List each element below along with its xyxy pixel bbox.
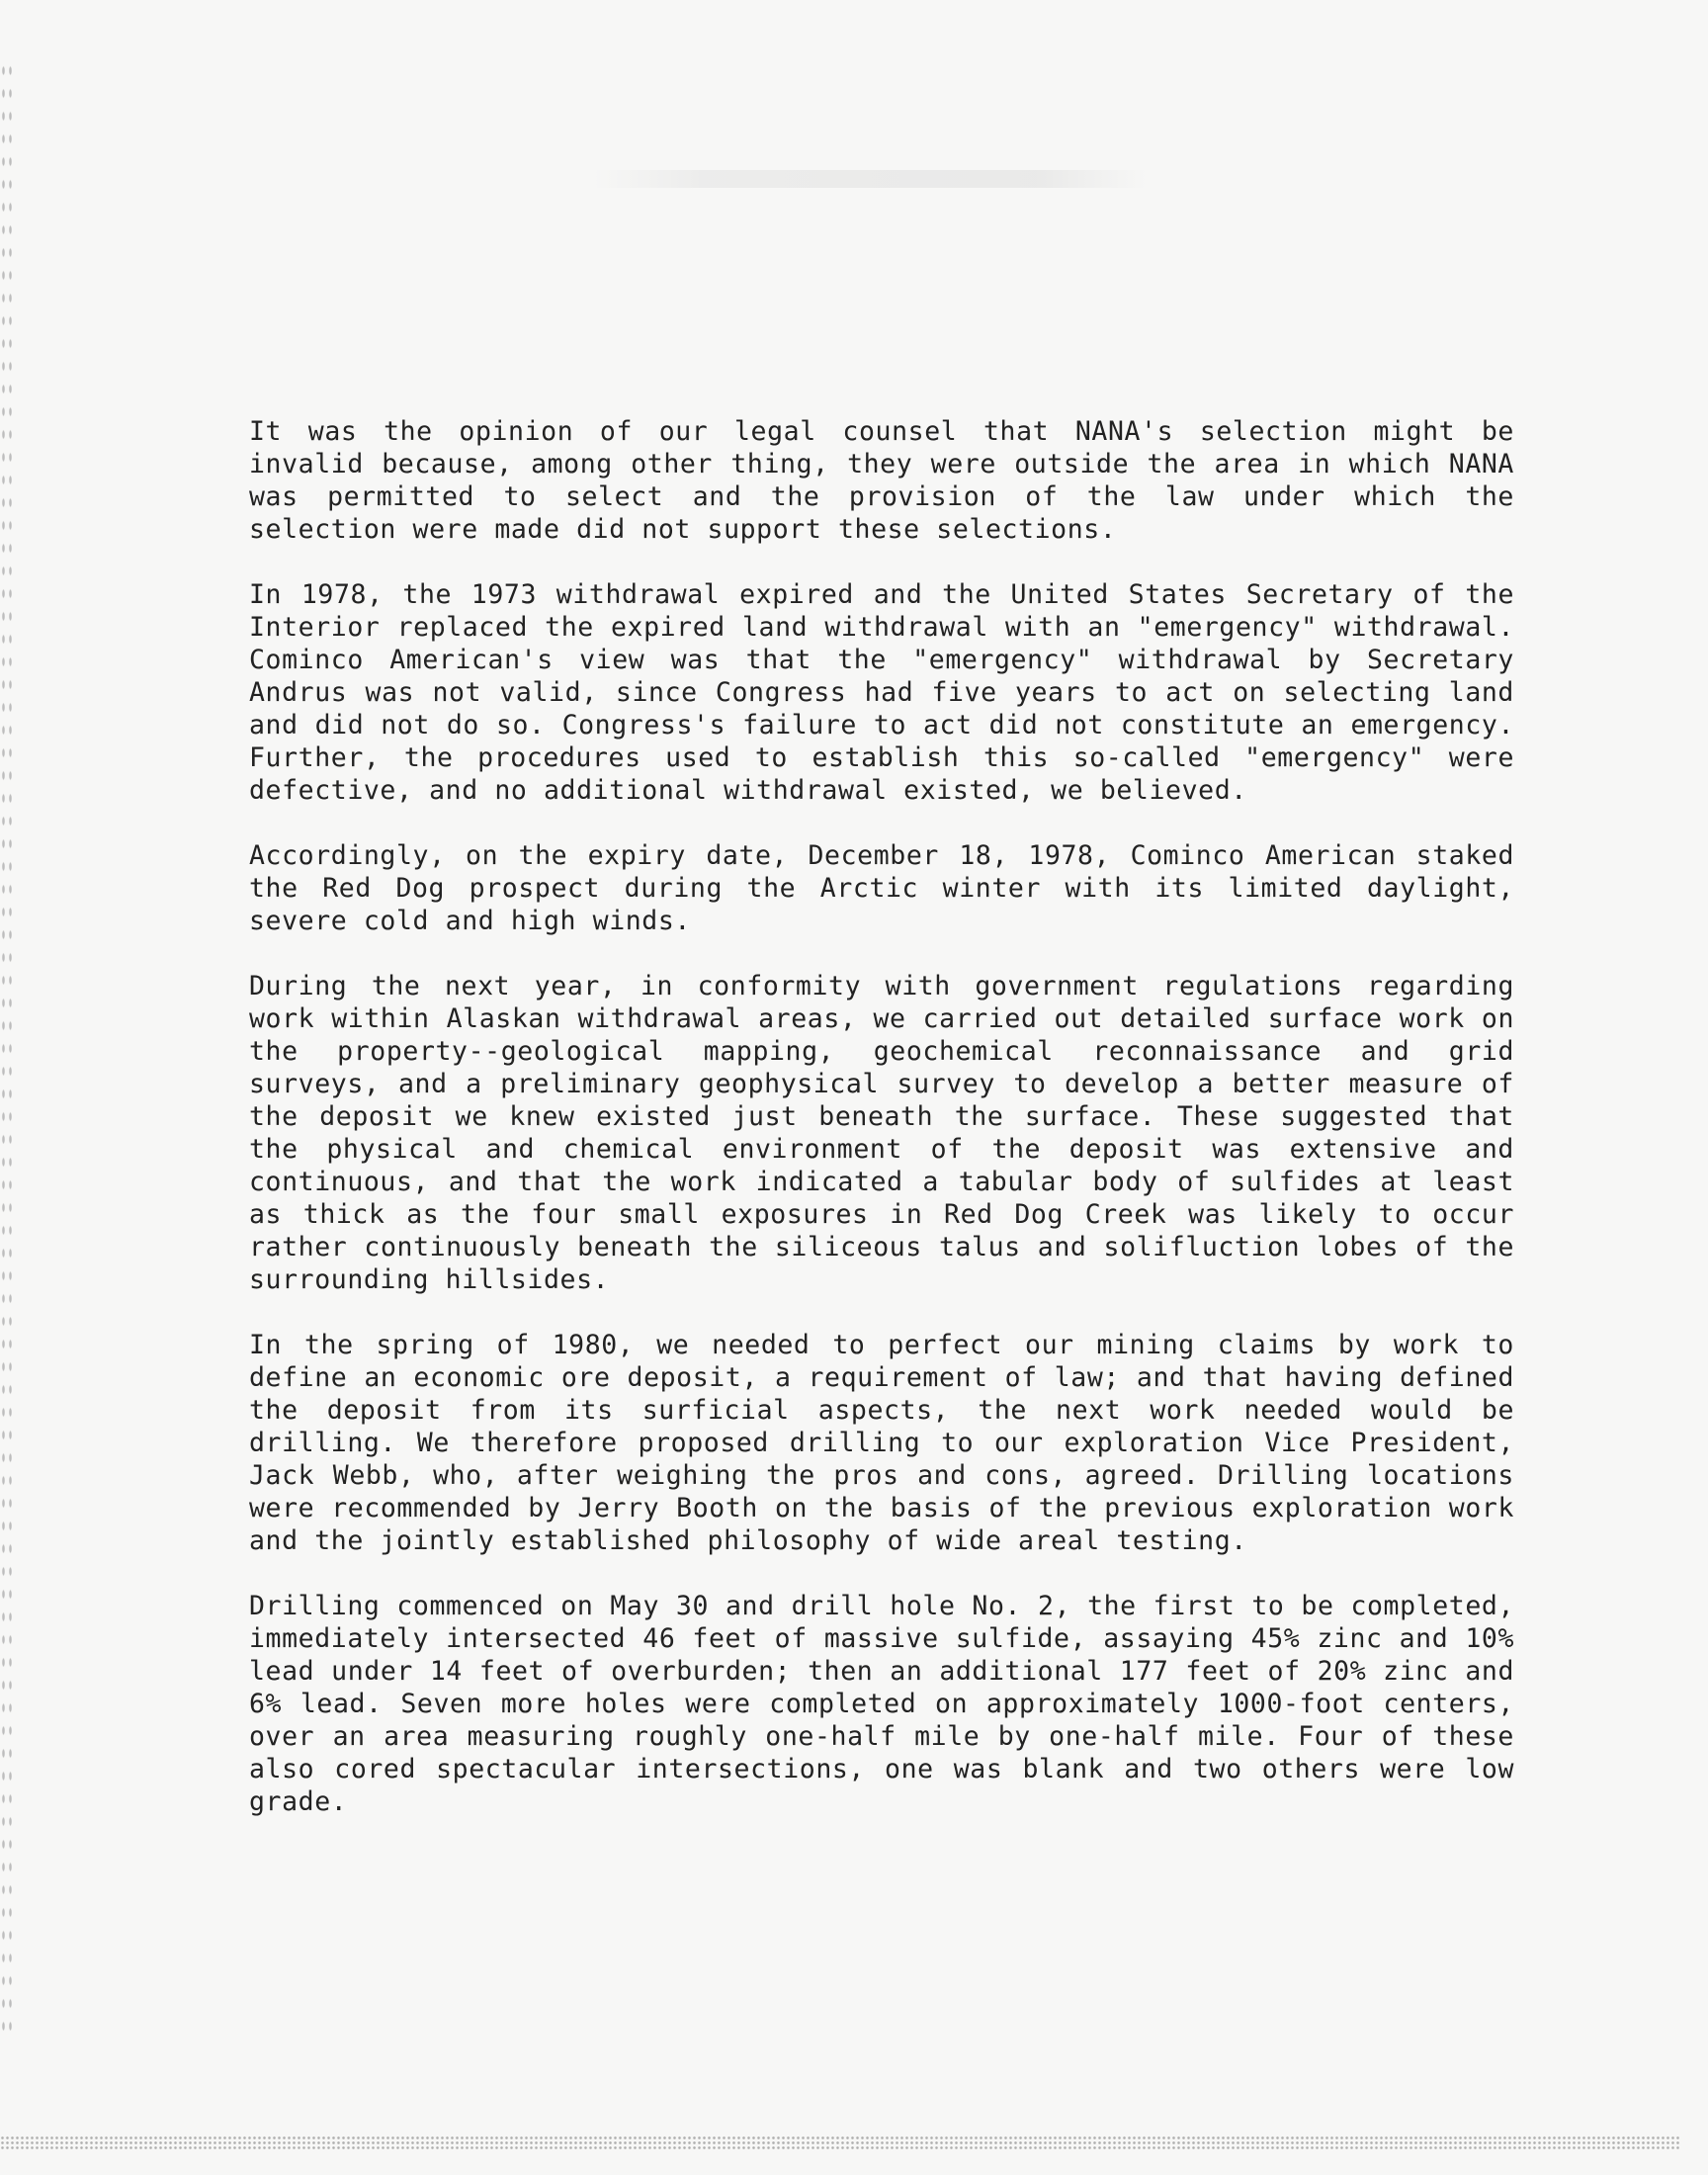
paragraph-drilling-results: Drilling commenced on May 30 and drill hole No. 2, the first to be completed, immediately intersected 46 feet of massive sulfide, assaying 45% zinc and 10% lead under 14 feet of overburden; then an additional 177 feet of 20% zinc and 6% lead. Seven more holes were completed on approximately 1000-foot centers, over an area measuring roughly one-half mile by one-half mile. Four of these also cored spectacular intersections, one was blank and two others were low grade. [249,1591,1514,1817]
paragraph-legal-counsel: It was the opinion of our legal counsel that NANA's selection might be invalid because, among other thing, they were outside the area in which NANA was permitted to select and the provision of the law under which the selection were made did not support these selections. [249,416,1514,545]
scan-artifact-bottom-edge [0,2135,1680,2149]
document-body [249,415,1514,1851]
paragraph-emergency-withdrawal: In 1978, the 1973 withdrawal expired and the United States Secretary of the Interior replaced the expired land withdrawal with an "emergency" withdrawal. Cominco American's view was that the "emergency" withdrawal by Secretary Andrus was not valid, since Congress had five years to act on selecting land and did not do so. Congress's failure to act did not constitute an emergency. Further, the procedures used to establish this so-called "emergency" were defective, and no additional withdrawal existed, we believed. [249,579,1514,806]
paragraph-staking: Accordingly, on the expiry date, December 18, 1978, Cominco American staked the Red Dog prospect during the Arctic winter with its limited daylight, severe cold and high winds. [249,840,1514,936]
scan-artifact-faint-header [593,170,1147,188]
paragraph-surface-work: During the next year, in conformity with government regulations regarding work within Alaskan withdrawal areas, we carried out detailed surface work on the property--geological mapping, geochemical reconnaissance and grid surveys, and a preliminary geophysical survey to develop a better measure of the deposit we knew existed just beneath the surface. These suggested that the physical and chemical environment of the deposit was extensive and continuous, and that the work indicated a tabular body of sulfides at least as thick as the four small exposures in Red Dog Creek was likely to occur rather continuously beneath the siliceous talus and solifluction lobes of the surrounding hillsides. [249,971,1514,1295]
paragraph-drilling-proposal: In the spring of 1980, we needed to perfect our mining claims by work to define an economic ore deposit, a requirement of law; and that having defined the deposit from its surficial aspects, the next work needed would be drilling. We therefore proposed drilling to our exploration Vice President, Jack Webb, who, after weighing the pros and cons, agreed. Drilling locations were recommended by Jerry Booth on the basis of the previous exploration work and the jointly established philosophy of wide areal testing. [249,1330,1514,1556]
scan-artifact-left-edge [0,59,14,2037]
